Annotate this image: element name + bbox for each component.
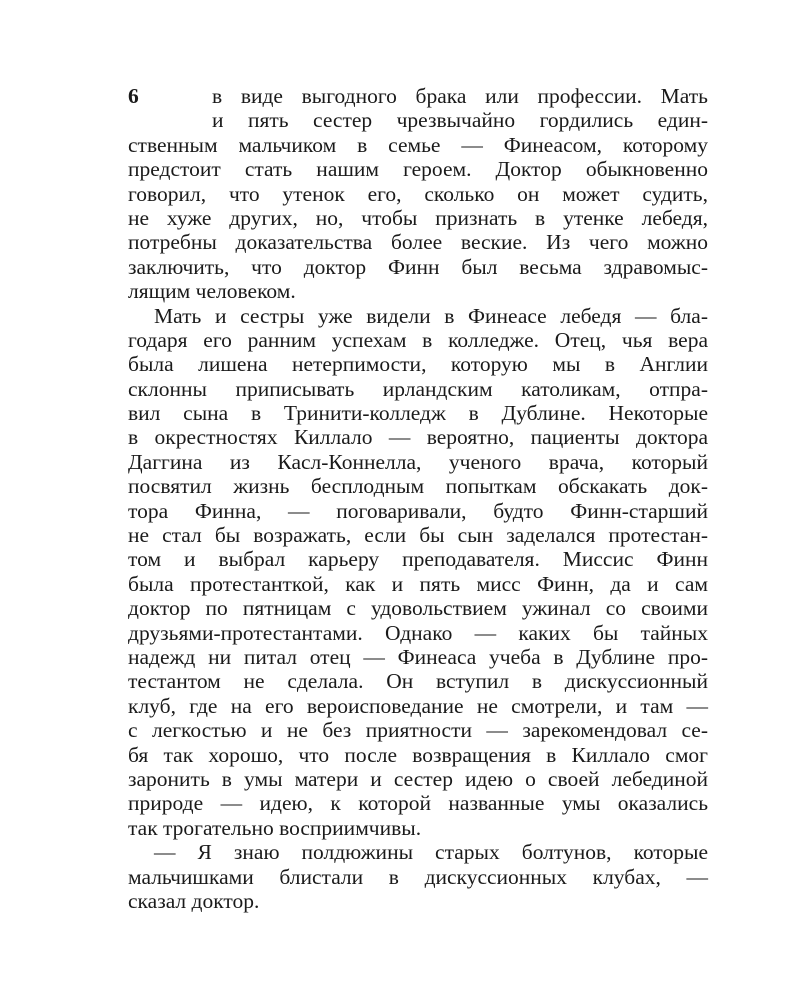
text-line: Даггина из Касл-Коннелла, ученого врача, который xyxy=(128,449,708,474)
text-line: друзьями-протестантами. Однако — каких бы тайных xyxy=(128,620,708,645)
text-line: лящим человеком. xyxy=(128,279,296,304)
text-line: — Я знаю полдюжины старых болтунов, которые xyxy=(154,840,708,865)
text-line: вил сына в Тринити-колледж в Дублине. Некоторые xyxy=(128,401,708,426)
text-line: говорил, что утенок его, сколько он может судить, xyxy=(128,181,708,206)
text-line: в окрестностях Киллало — вероятно, пациенты доктора xyxy=(128,425,708,450)
text-line: с легкостью и не без приятности — зарекомендовал се- xyxy=(128,718,708,743)
text-line: потребны доказательства более веские. Из чего можно xyxy=(128,230,708,255)
text-line: сказал доктор. xyxy=(128,888,260,913)
text-line: клуб, где на его вероисповедание не смотрели, и там — xyxy=(128,693,708,718)
body-text xyxy=(128,84,708,913)
text-line: годаря его ранним успехам в колледже. Отец, чья вера xyxy=(128,327,708,352)
text-line: склонны приписывать ирландским католикам, отпра- xyxy=(128,376,708,401)
text-line: мальчишками блистали в дискуссионных клубах, — xyxy=(128,864,708,889)
text-line: бя так хорошо, что после возвращения в Киллало смог xyxy=(128,742,708,767)
text-line: заронить в умы матери и сестер идею о своей лебединой xyxy=(128,766,708,791)
text-line: природе — идею, к которой названные умы оказались xyxy=(128,791,708,816)
text-line: так трогательно восприимчивы. xyxy=(128,815,422,840)
text-line: ственным мальчиком в семье — Финеасом, которому xyxy=(128,132,708,157)
text-line: доктор по пятницам с удовольствием ужинал со своими xyxy=(128,596,708,621)
text-line: и пять сестер чрезвычайно гордились един- xyxy=(212,108,708,133)
text-line: том и выбрал карьеру преподавателя. Миссис Финн xyxy=(128,547,708,572)
text-line: в виде выгодного брака или профессии. Мать xyxy=(212,84,708,108)
text-line: была лишена нетерпимости, которую мы в Англии xyxy=(128,352,708,377)
text-line: не стал бы возражать, если бы сын заделался протестан- xyxy=(128,523,708,548)
text-line: тестантом не сделала. Он вступил в дискуссионный xyxy=(128,669,708,694)
text-line: посвятил жизнь бесплодным попыткам обскакать док- xyxy=(128,474,708,499)
page-number: 6 xyxy=(128,84,139,108)
text-line: предстоит стать нашим героем. Доктор обыкновенно xyxy=(128,157,708,182)
text-line: была протестанткой, как и пять мисс Финн, да и сам xyxy=(128,571,708,596)
text-line: Мать и сестры уже видели в Финеасе лебедя — бла- xyxy=(154,303,708,328)
text-line: не хуже других, но, чтобы признать в утенке лебедя, xyxy=(128,205,708,230)
text-line: надежд ни питал отец — Финеаса учеба в Дублине про- xyxy=(128,644,708,669)
text-line: заключить, что доктор Финн был весьма здравомыс- xyxy=(128,254,708,279)
text-line: тора Финна, — поговаривали, будто Финн-старший xyxy=(128,498,708,523)
